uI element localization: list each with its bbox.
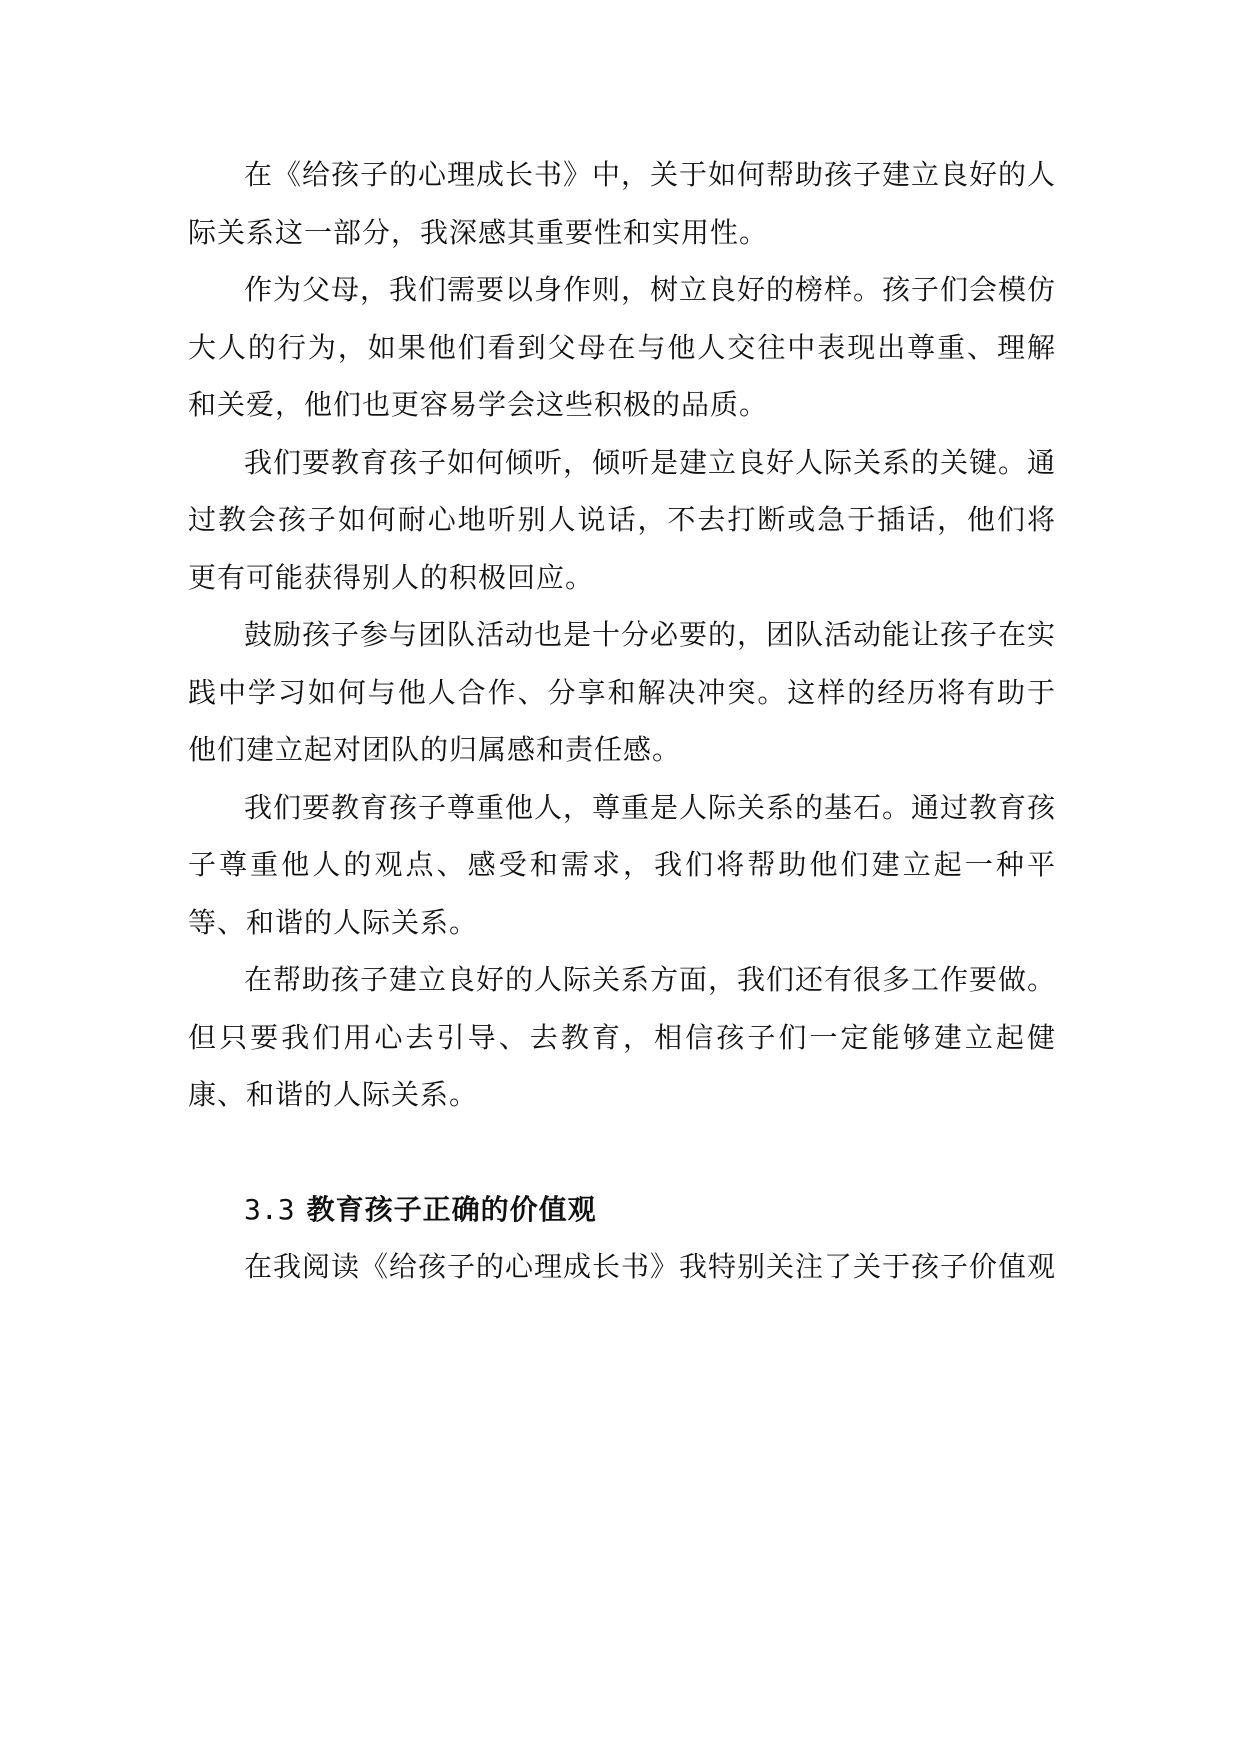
paragraph-respect: 我们要教育孩子尊重他人，尊重是人际关系的基石。通过教育孩子尊重他人的观点、感受和需求，我们将帮助他们建立起一种平等、和谐的人际关系。 (188, 790, 1057, 939)
paragraph-values-intro: 在我阅读《给孩子的心理成长书》我特别关注了关于孩子价值观 (244, 1250, 1057, 1283)
section-number: 3.3 (244, 1192, 295, 1226)
document-body (188, 146, 1056, 1296)
paragraph-conclusion: 在帮助孩子建立良好的人际关系方面，我们还有很多工作要做。但只要我们用心去引导、去教育，相信孩子们一定能够建立起健康、和谐的人际关系。 (188, 963, 1057, 1111)
section-heading (188, 1181, 1056, 1239)
paragraph-role-model: 作为父母，我们需要以身作则，树立良好的榜样。孩子们会模仿大人的行为，如果他们看到父母在与他人交往中表现出尊重、理解和关爱，他们也更容易学会这些积极的品质。 (188, 273, 1057, 421)
paragraph-interpersonal-intro: 在《给孩子的心理成长书》中，关于如何帮助孩子建立良好的人际关系这一部分，我深感其重要性和实用性。 (188, 158, 1057, 249)
section-title: 教育孩子正确的价值观 (306, 1192, 597, 1226)
paragraph-listening: 我们要教育孩子如何倾听，倾听是建立良好人际关系的关键。通过教会孩子如何耐心地听别人说话，不去打断或急于插话，他们将更有可能获得别人的积极回应。 (188, 445, 1057, 594)
paragraph-team-activities: 鼓励孩子参与团队活动也是十分必要的，团队活动能让孩子在实践中学习如何与他人合作、分享和解决冲突。这样的经历将有助于他们建立起对团队的归属感和责任感。 (188, 618, 1057, 766)
